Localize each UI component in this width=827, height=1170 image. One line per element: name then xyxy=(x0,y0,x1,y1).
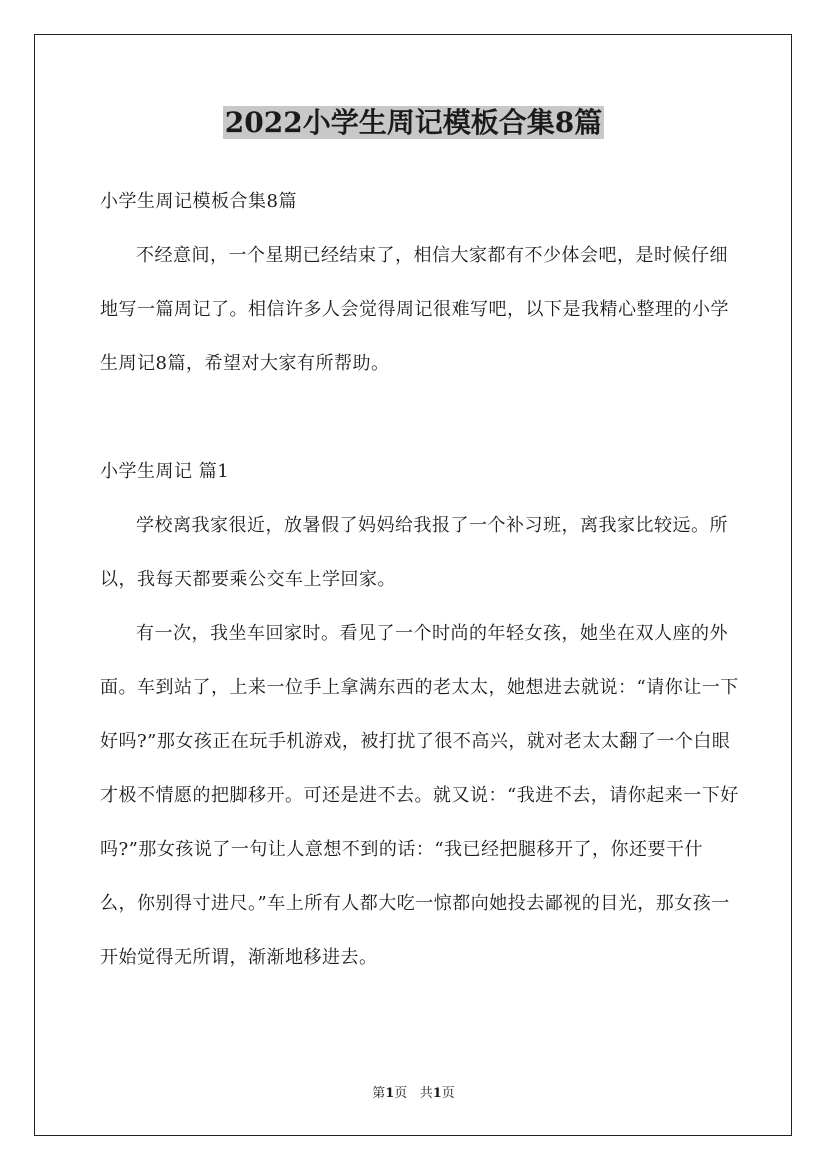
page-footer xyxy=(0,1082,827,1101)
page-label-suffix: 页 xyxy=(394,1086,408,1101)
intro-heading: 小学生周记模板合集8篇 xyxy=(100,191,297,212)
page-label-prefix: 第 xyxy=(372,1086,386,1101)
document-title-text: 2022小学生周记模板合集8篇 xyxy=(224,106,603,139)
page-number: 1 xyxy=(385,1086,395,1101)
section-paragraph-1: 学校离我家很近，放暑假了妈妈给我报了一个补习班，离我家比较远。所以，我每天都要乘公交车上学回家。 xyxy=(100,515,728,590)
section-paragraph-2: 有一次，我坐车回家时。看见了一个时尚的年轻女孩，她坐在双人座的外面。车到站了，上来一位手上拿满东西的老太太，她想进去就说：“请你让一下好吗?”那女孩正在玩手机游戏，被打扰了很不高兴，就对老太太翻了一个白眼才极不情愿的把脚移开。可还是进不去。就又说：“我进不去，请你起来一下好吗?”那女孩说了一句让人意想不到的话：“我已经把腿移开了，你还要干什么，你别得寸进尺。”车上所有人都大吃一惊都向她投去鄙视的目光，那女孩一开始觉得无所谓，渐渐地移进去。 xyxy=(100,623,739,968)
total-pages: 1 xyxy=(432,1086,442,1101)
total-label-prefix: 共 xyxy=(419,1086,433,1101)
document-title xyxy=(0,103,827,143)
total-label-suffix: 页 xyxy=(441,1086,455,1101)
intro-paragraph: 不经意间，一个星期已经结束了，相信大家都有不少体会吧，是时候仔细地写一篇周记了。相信许多人会觉得周记很难写吧，以下是我精心整理的小学生周记8篇，希望对大家有所帮助。 xyxy=(100,245,729,374)
document-body xyxy=(100,175,740,985)
section-heading: 小学生周记 篇1 xyxy=(100,461,230,482)
